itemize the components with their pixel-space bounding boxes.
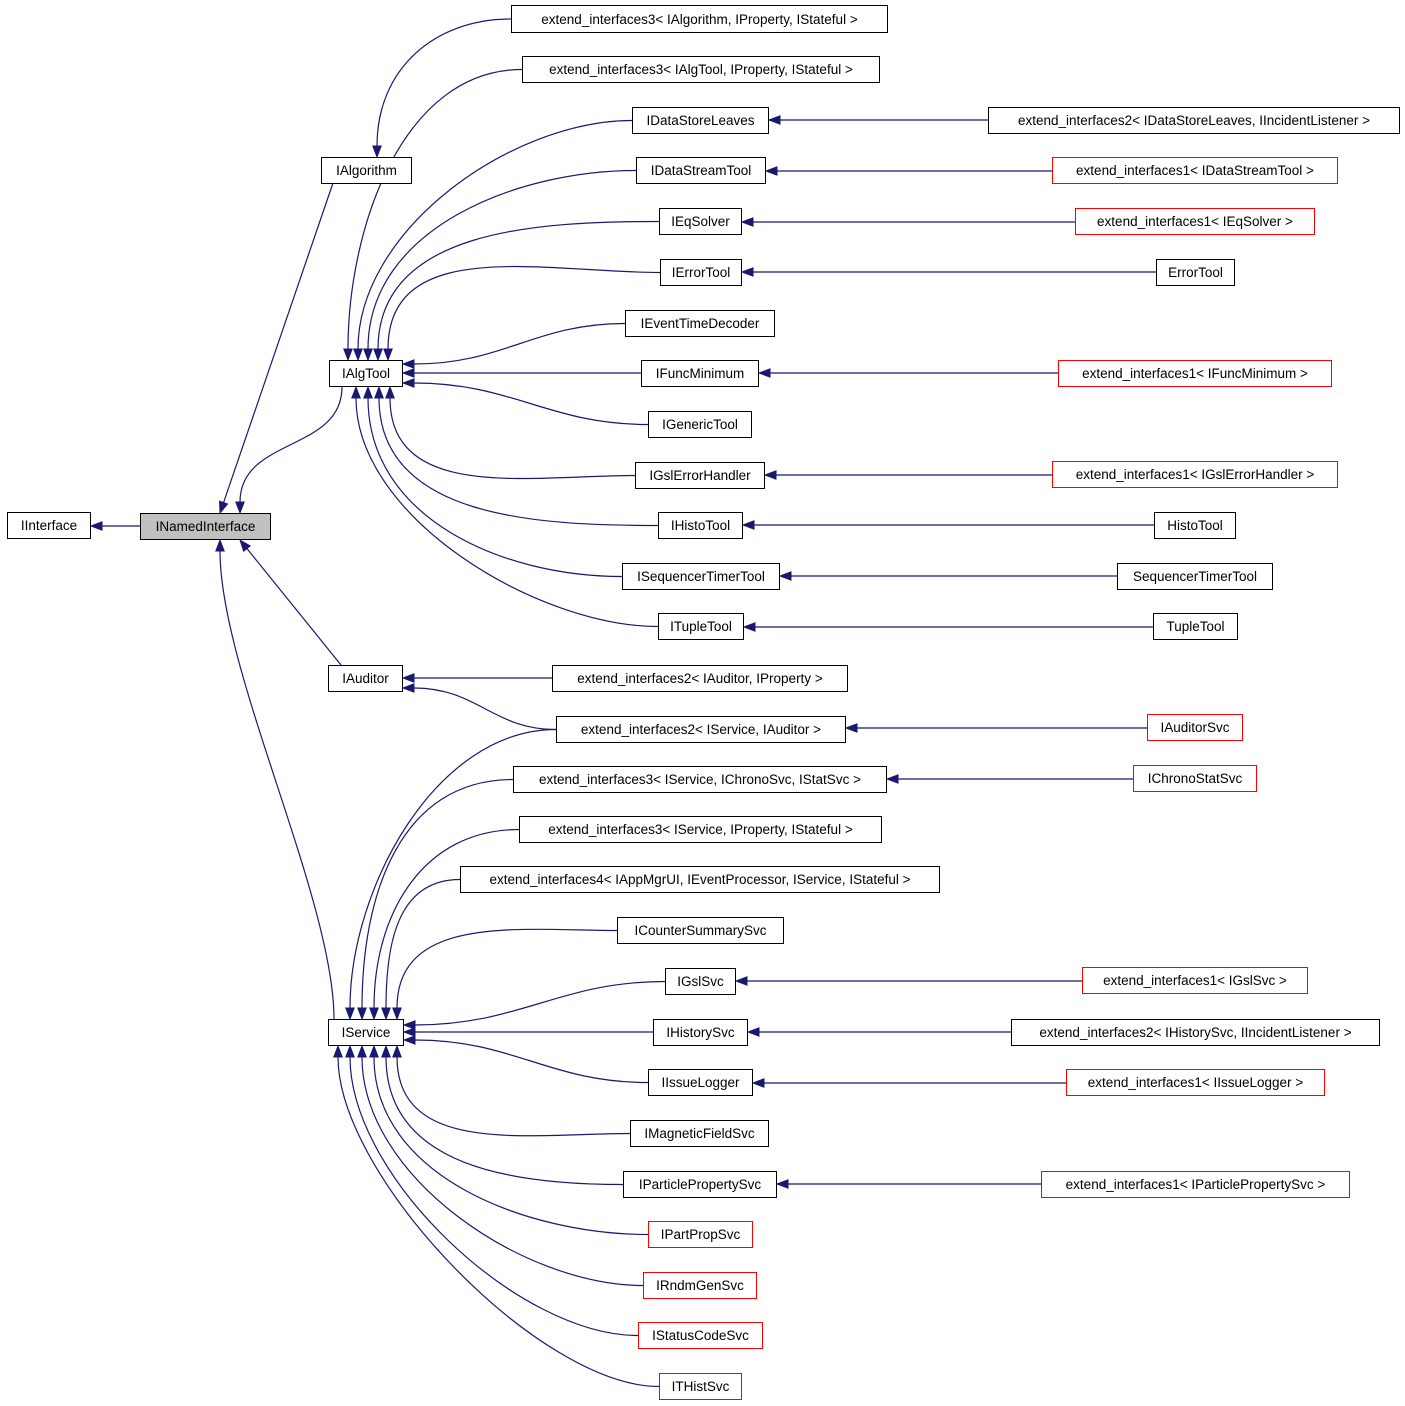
inheritance-edge-ieventtimedecoder-to-ialgtool: [414, 324, 625, 365]
class-node-label: IMagneticFieldSvc: [644, 1126, 755, 1141]
inheritance-edge-ialgorithm-to-inamedinterface: [224, 183, 333, 503]
class-node-imagneticfieldsvc[interactable]: [630, 1120, 769, 1147]
edge-arrowhead: [742, 268, 753, 276]
edge-arrowhead: [346, 1008, 354, 1019]
class-node-ei1-idatastreamtool: [1052, 157, 1338, 184]
class-node-label: IIssueLogger: [661, 1075, 740, 1090]
class-node-label: IGslSvc: [677, 974, 724, 989]
edge-arrowhead: [375, 387, 383, 398]
class-node-label: IDataStoreLeaves: [646, 113, 755, 128]
edge-arrowhead: [403, 684, 414, 692]
edge-arrowhead: [91, 522, 102, 530]
edge-arrowhead: [334, 1046, 342, 1057]
class-node-iservice[interactable]: [328, 1019, 404, 1046]
inheritance-edge-ihistotool-to-ialgtool: [379, 398, 658, 526]
class-node-label: IErrorTool: [671, 265, 731, 280]
class-node-label: TupleTool: [1166, 619, 1225, 634]
class-node-iparticlepropertysvc[interactable]: [623, 1171, 777, 1198]
class-node-ei2-ihistorysvc[interactable]: [1011, 1019, 1380, 1046]
class-node-ipartpropsvc: [648, 1221, 753, 1248]
edge-arrowhead: [404, 1036, 415, 1044]
edge-arrowhead: [777, 1180, 788, 1188]
class-node-label: extend_interfaces1< IIssueLogger >: [1087, 1075, 1304, 1090]
edge-arrowhead: [373, 146, 381, 157]
class-node-ei3-iservice-property[interactable]: [519, 816, 882, 843]
inheritance-edge-ei3-ialgorithm-to-ialgorithm: [377, 19, 511, 146]
class-node-label: extend_interfaces4< IAppMgrUI, IEventProcessor, IService, IStateful >: [489, 872, 911, 887]
edge-arrowhead: [403, 379, 414, 387]
inheritance-edge-icountersummarysvc-to-iservice: [397, 929, 617, 1008]
edge-arrowhead: [374, 349, 382, 360]
class-node-label: IAuditorSvc: [1160, 720, 1230, 735]
class-node-ieqsolver[interactable]: [659, 208, 742, 235]
class-node-label: IEqSolver: [671, 214, 730, 229]
class-node-itupletool[interactable]: [658, 613, 744, 640]
inheritance-edge-itupletool-to-ialgtool: [356, 398, 658, 627]
class-node-irndmgensvc: [643, 1272, 757, 1299]
edge-arrowhead: [393, 1046, 401, 1057]
class-node-label: extend_interfaces3< IService, IChronoSvc, IStatSvc >: [539, 772, 861, 787]
class-node-label: ErrorTool: [1168, 265, 1223, 280]
inheritance-edge-iissuelogger-to-iservice: [415, 1040, 648, 1083]
edge-arrowhead: [736, 977, 747, 985]
edge-arrowhead: [748, 1028, 759, 1036]
edge-arrowhead: [370, 1008, 378, 1019]
edge-arrowhead: [358, 1046, 366, 1057]
edge-arrowhead: [386, 387, 394, 398]
inheritance-edge-igslerrorhandler-to-ialgtool: [390, 398, 635, 479]
class-node-ieventtimedecoder[interactable]: [625, 310, 775, 337]
class-node-label: IHistorySvc: [666, 1025, 735, 1040]
class-node-label: IPartPropSvc: [660, 1227, 741, 1242]
class-node-ei1-ieqsolver: [1075, 208, 1315, 235]
class-node-iinterface[interactable]: [7, 512, 91, 539]
class-node-label: IChronoStatSvc: [1147, 771, 1243, 786]
inheritance-edge-imagneticfieldsvc-to-iservice: [397, 1057, 630, 1136]
class-node-ei3-ialgorithm[interactable]: [511, 5, 888, 33]
inheritance-edge-iservice-to-inamedinterface: [220, 551, 334, 1019]
edge-arrowhead: [382, 1046, 390, 1057]
edge-arrowhead: [753, 1079, 764, 1087]
edge-arrowhead: [846, 724, 857, 732]
inheritance-edge-ei2-iservice-iauditor-to-iauditor: [414, 688, 556, 730]
class-node-label: extend_interfaces2< IDataStoreLeaves, IIncidentListener >: [1018, 113, 1370, 128]
class-node-label: IStatusCodeSvc: [652, 1328, 749, 1343]
edge-arrowhead: [236, 502, 244, 513]
class-node-idatastreamtool[interactable]: [636, 157, 766, 184]
class-node-ei1-igslsvc: [1082, 967, 1308, 994]
class-node-label: IHistoTool: [670, 518, 731, 533]
class-node-label: IEventTimeDecoder: [640, 316, 760, 331]
class-node-ihistorysvc[interactable]: [653, 1019, 748, 1046]
edge-arrowhead: [887, 775, 898, 783]
edge-arrowhead: [766, 167, 777, 175]
edge-arrowhead: [403, 360, 414, 368]
class-node-label: IAuditor: [342, 671, 389, 686]
class-node-icountersummarysvc[interactable]: [617, 917, 784, 944]
class-node-igenerictool[interactable]: [648, 411, 752, 438]
inheritance-edge-ithistsvc-to-iservice: [338, 1057, 659, 1387]
edge-arrowhead: [744, 623, 755, 631]
edge-arrowhead: [346, 1046, 354, 1057]
class-node-ei2-iservice-iauditor[interactable]: [556, 716, 846, 743]
inheritance-edge-idatastreamtool-to-ialgtool: [368, 171, 636, 350]
edge-arrowhead: [354, 349, 362, 360]
inheritance-edge-igslsvc-to-iservice: [415, 982, 665, 1026]
class-node-label: IInterface: [20, 518, 78, 533]
class-node-iauditorsvc: [1147, 714, 1243, 741]
class-node-label: extend_interfaces1< IGslErrorHandler >: [1075, 467, 1315, 482]
edge-arrowhead: [364, 387, 372, 398]
class-node-iauditor[interactable]: [328, 665, 403, 692]
class-node-label: IDataStreamTool: [650, 163, 752, 178]
class-node-iissuelogger[interactable]: [648, 1069, 753, 1096]
edge-arrowhead: [344, 349, 352, 360]
class-node-label: IFuncMinimum: [655, 366, 745, 381]
class-node-ei1-iparticlepropertysvc: [1041, 1171, 1350, 1198]
edge-arrowhead: [769, 116, 780, 124]
class-node-ifuncminimum[interactable]: [641, 360, 759, 387]
inheritance-edge-ipartpropsvc-to-iservice: [374, 1057, 648, 1235]
edge-arrowhead: [384, 349, 392, 360]
edge-arrowhead: [780, 572, 791, 580]
class-node-igslsvc[interactable]: [665, 968, 736, 995]
class-node-label: extend_interfaces1< IEqSolver >: [1097, 214, 1293, 229]
class-node-ei3-ialgtool[interactable]: [522, 56, 880, 83]
edge-arrowhead: [370, 1046, 378, 1057]
class-node-label: IAlgTool: [341, 366, 391, 381]
edge-arrowhead: [352, 387, 360, 398]
class-node-label: ISequencerTimerTool: [637, 569, 765, 584]
class-node-label: ITupleTool: [670, 619, 732, 634]
class-node-errortool[interactable]: [1156, 259, 1235, 286]
class-node-igslerrorhandler[interactable]: [635, 462, 765, 489]
class-node-ierrortool[interactable]: [660, 259, 742, 286]
inheritance-edge-igenerictool-to-ialgtool: [414, 383, 648, 425]
class-node-label: IParticlePropertySvc: [638, 1177, 762, 1192]
class-node-label: IGenericTool: [662, 417, 738, 432]
edge-arrowhead: [240, 540, 250, 551]
class-node-ialgorithm[interactable]: [321, 157, 412, 184]
inheritance-edge-ei3-iservice-chrono-to-iservice: [362, 780, 513, 1009]
class-node-label: extend_interfaces3< IService, IProperty, IStateful >: [548, 822, 853, 837]
inheritance-edge-ierrortool-to-ialgtool: [388, 267, 660, 349]
class-node-label: extend_interfaces1< IFuncMinimum >: [1082, 366, 1308, 381]
edge-arrowhead: [216, 540, 224, 551]
edge-arrowhead: [358, 1008, 366, 1019]
edge-arrowhead: [404, 1028, 415, 1036]
inheritance-edge-isequencertimertool-to-ialgtool: [368, 398, 622, 577]
edge-arrowhead: [743, 521, 754, 529]
inheritance-edge-ei4-iappmgrui-to-iservice: [386, 880, 460, 1009]
class-node-ei2-iauditor-iproperty[interactable]: [552, 665, 848, 692]
class-node-label: extend_interfaces3< IAlgTool, IProperty, IStateful >: [549, 62, 853, 77]
class-node-label: ITHistSvc: [671, 1379, 730, 1394]
edge-arrowhead: [765, 471, 776, 479]
edge-arrowhead: [393, 1008, 401, 1019]
class-node-ei4-iappmgrui[interactable]: [460, 866, 940, 893]
class-node-tupletool[interactable]: [1153, 613, 1238, 640]
class-node-ihistotool[interactable]: [658, 512, 743, 539]
class-node-ithistsvc: [659, 1373, 742, 1400]
class-node-label: extend_interfaces1< IParticlePropertySvc >: [1065, 1177, 1326, 1192]
inheritance-edge-ialgtool-to-inamedinterface: [240, 387, 342, 502]
edge-arrowhead: [220, 501, 228, 513]
edge-arrowhead: [403, 674, 414, 682]
class-node-label: extend_interfaces2< IService, IAuditor >: [580, 722, 822, 737]
class-node-inamedinterface: [140, 513, 271, 540]
edge-arrowhead: [382, 1008, 390, 1019]
class-node-ei1-iissuelogger: [1066, 1069, 1325, 1096]
class-node-label: IGslErrorHandler: [649, 468, 751, 483]
class-node-istatuscodesvc: [638, 1322, 763, 1349]
class-node-ei1-igslerrorhandler: [1052, 461, 1338, 488]
class-node-label: SequencerTimerTool: [1132, 569, 1258, 584]
class-node-label: IRndmGenSvc: [656, 1278, 744, 1293]
class-node-ei1-ifuncminimum: [1058, 360, 1332, 387]
class-node-sequencertimertool[interactable]: [1117, 563, 1273, 590]
class-node-ialgtool[interactable]: [329, 360, 403, 387]
edge-arrowhead: [759, 369, 770, 377]
class-node-idatastoreleaves[interactable]: [632, 107, 769, 134]
edge-arrowhead: [742, 218, 753, 226]
class-node-label: extend_interfaces3< IAlgorithm, IProperty, IStateful >: [541, 11, 858, 27]
inheritance-edge-iauditor-to-inamedinterface: [247, 549, 341, 665]
class-node-isequencertimertool[interactable]: [622, 563, 780, 590]
class-node-label: INamedInterface: [155, 519, 256, 534]
class-node-ei3-iservice-chrono[interactable]: [513, 766, 887, 793]
class-node-ichronostatsvc: [1133, 765, 1257, 792]
class-node-histotool[interactable]: [1154, 512, 1236, 539]
class-node-label: extend_interfaces1< IDataStreamTool >: [1076, 163, 1314, 178]
class-node-ei2-idatastoreleaves[interactable]: [988, 107, 1400, 134]
class-node-label: IService: [341, 1025, 391, 1040]
inheritance-edge-ei3-iservice-property-to-iservice: [374, 830, 519, 1009]
edge-arrowhead: [364, 349, 372, 360]
class-node-label: HistoTool: [1167, 518, 1223, 533]
class-node-label: extend_interfaces1< IGslSvc >: [1103, 973, 1287, 988]
class-node-label: ICounterSummarySvc: [634, 923, 767, 938]
class-node-label: extend_interfaces2< IAuditor, IProperty >: [577, 671, 823, 686]
class-node-label: IAlgorithm: [336, 163, 397, 178]
edge-arrowhead: [403, 369, 414, 377]
class-node-label: extend_interfaces2< IHistorySvc, IIncidentListener >: [1039, 1025, 1352, 1040]
